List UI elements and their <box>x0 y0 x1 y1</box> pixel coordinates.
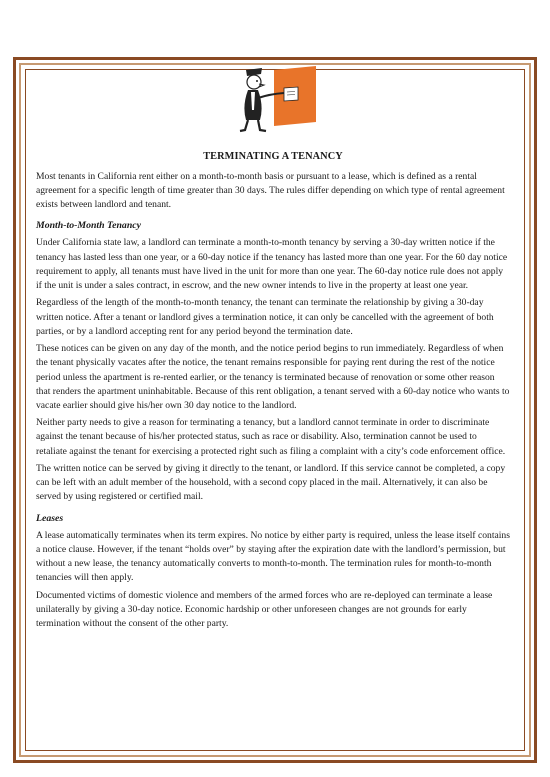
section-heading-leases: Leases <box>36 512 64 524</box>
paragraph: Under California state law, a landlord can terminate a month-to-month tenancy by serving a 30-day written notice if the tenancy has lasted less than one year, or a 60-day notice if the tenancy has lasted more than one year. For the 60 day notice requirement to apply, all tenants must have lived in the unit for more than one year. The 60-day notice rule does not apply if the unit is under a sales contract, in escrow, and the new owner intends to live in the property at least one year. <box>36 237 508 291</box>
paragraph: These notices can be given on any day of the month, and the notice period begins to run immediately. Regardless of when the tenant physically vacates after the notice, the tenant remains responsible for paying rent during the rest of the notice period unless the apartment is re-rented earlier, or the tenancy is terminated because of renovation or some other reason that renders the apartment uninhabitable. Because of this rent obligation, a tenant served with a 60-day notice who wants to vacate earlier should give his/her own 30 day notice to the landlord. <box>36 343 510 411</box>
intro-paragraph: Most tenants in California rent either on a month-to-month basis or pursuant to a lease, which is defined as a rental agreement for a specific length of time greater than 30 days. The rules differ depending on which type of rental agreement exists between landlord and tenant. <box>36 171 505 211</box>
paragraph: Regardless of the length of the month-to-month tenancy, the tenant can terminate the relationship by giving a 30-day written notice. After a tenant or landlord gives a termination notice, it can only be cancelled with the agreement of both parties, or by a landlord accepting rent for any period beyond the termination date. <box>36 297 494 337</box>
paragraph: Neither party needs to give a reason for terminating a tenancy, but a landlord cannot terminate in order to discriminate against the tenant because of his/her protected status, such as race or disability. Also, termination cannot be used to retaliate against the tenant for exercising a protected right such as filing a complaint with a city’s code enforcement office. <box>36 417 506 457</box>
document-title: TERMINATING A TENANCY <box>203 151 343 162</box>
paragraph: Documented victims of domestic violence and members of the armed forces who are re-deployed can terminate a lease unilaterally by giving a 30-day notice. Economic hardship or other unforeseen changes are not grounds for early termination without the consent of the other party. <box>36 589 493 629</box>
document-body <box>36 150 510 634</box>
paragraph: A lease automatically terminates when its term expires. No notice by either party is required, unless the lease itself contains a notice clause. However, if the tenant “holds over” by staying after the expiration date with the landlord’s permission, but without a new lease, the tenancy automatically converts to month-to-month. The termination rules for month-to-month tenancies will then apply. <box>36 529 510 583</box>
paragraph: The written notice can be served by giving it directly to the tenant, or landlord. If this service cannot be completed, a copy can be left with an adult member of the household, with a second copy placed in the mail. Alternatively, it can also be served by using registered or certified mail. <box>36 463 506 503</box>
person-posting-notice-icon <box>232 64 318 134</box>
section-heading-month-to-month: Month-to-Month Tenancy <box>36 220 141 232</box>
